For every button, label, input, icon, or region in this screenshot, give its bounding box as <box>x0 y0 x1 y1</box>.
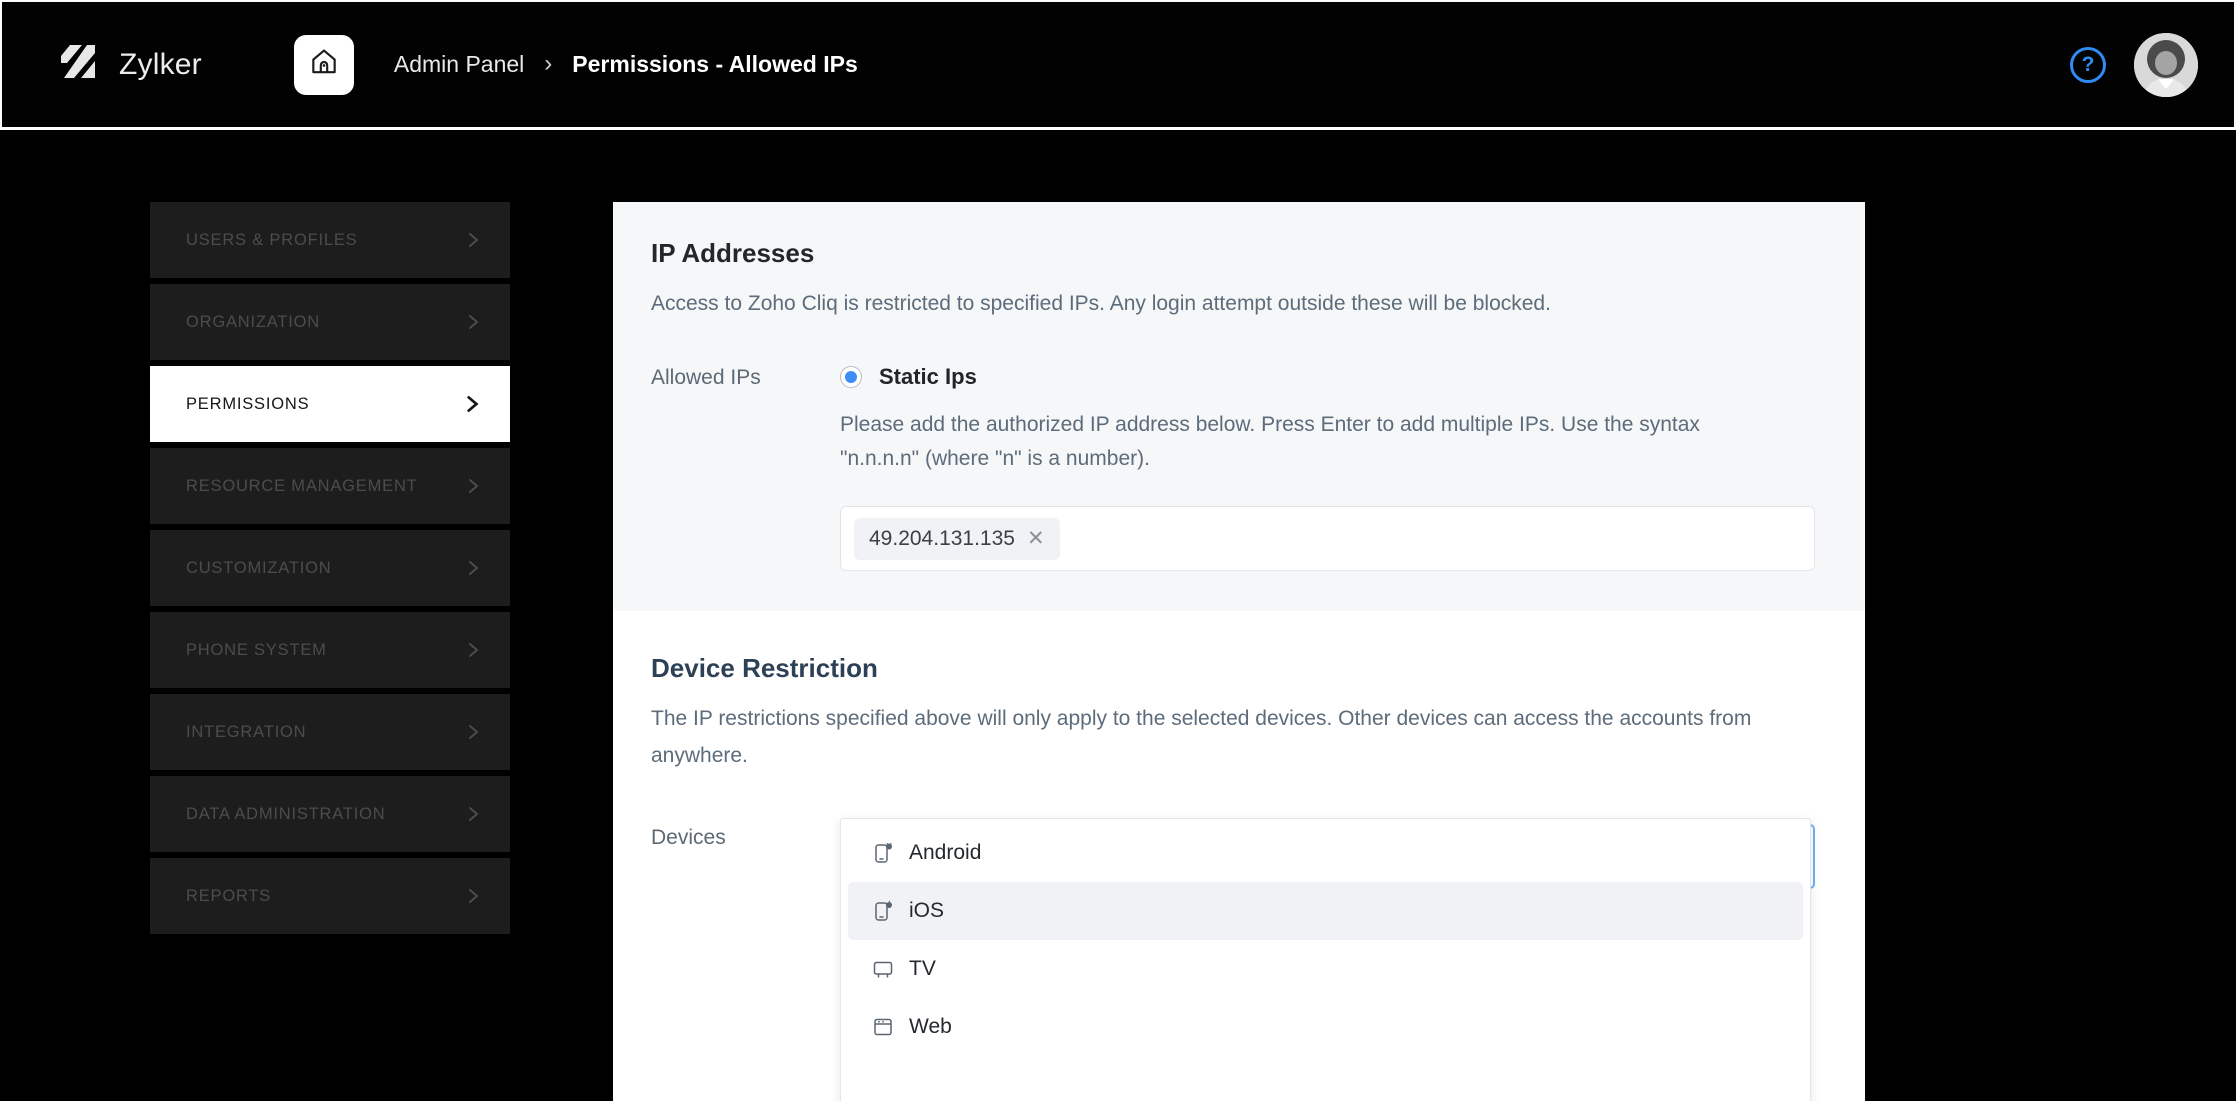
radio-selected-dot <box>845 371 857 383</box>
sidebar-item-data-administration[interactable]: DATA ADMINISTRATION <box>150 776 510 852</box>
home-icon <box>308 46 340 83</box>
ip-addresses-description: Access to Zoho Cliq is restricted to specified IPs. Any login attempt outside these will be blocked. <box>651 292 1551 315</box>
chevron-right-icon <box>464 805 482 823</box>
breadcrumb-separator-icon: › <box>544 49 553 77</box>
breadcrumb <box>394 51 858 79</box>
chevron-right-icon <box>464 641 482 659</box>
ip-tag-value: 49.204.131.135 <box>869 526 1015 550</box>
android-phone-icon <box>872 842 894 864</box>
brand-logo[interactable] <box>57 39 202 90</box>
ip-addresses-section <box>613 202 1865 611</box>
sidebar-item-phone-system[interactable]: PHONE SYSTEM <box>150 612 510 688</box>
header-actions <box>2070 33 2198 97</box>
home-button[interactable] <box>294 35 354 95</box>
settings-panel <box>613 202 1865 1101</box>
option-web[interactable]: Web <box>848 998 1803 1056</box>
device-restriction-section <box>613 611 1865 1038</box>
help-button[interactable] <box>2070 47 2106 83</box>
chevron-right-icon <box>464 723 482 741</box>
brand-name: Zylker <box>119 47 202 81</box>
chevron-right-icon <box>464 313 482 331</box>
device-restriction-description: The IP restrictions specified above will only apply to the selected devices. Other devices can access the accounts from anywhere. <box>651 707 1752 767</box>
ip-tag-chip <box>854 518 1060 560</box>
chevron-right-icon <box>464 231 482 249</box>
option-tv[interactable]: TV <box>848 940 1803 998</box>
remove-ip-icon[interactable]: ✕ <box>1026 527 1045 550</box>
sidebar-item-resource-management[interactable]: RESOURCE MANAGEMENT <box>150 448 510 524</box>
admin-sidebar <box>150 202 510 940</box>
top-header-bar <box>0 0 2236 130</box>
web-browser-icon <box>872 1016 894 1038</box>
devices-label: Devices <box>651 826 726 849</box>
ios-phone-icon <box>872 900 894 922</box>
breadcrumb-admin-panel[interactable]: Admin Panel <box>393 51 525 77</box>
user-avatar[interactable] <box>2134 33 2198 97</box>
sidebar-item-reports[interactable]: REPORTS <box>150 858 510 934</box>
sidebar-item-customization[interactable]: CUSTOMIZATION <box>150 530 510 606</box>
chevron-right-icon <box>464 477 482 495</box>
sidebar-item-organization[interactable]: ORGANIZATION <box>150 284 510 360</box>
static-ips-radio-label: Static Ips <box>879 364 977 389</box>
static-ips-radio[interactable] <box>840 366 862 388</box>
zylker-logo-icon <box>57 39 103 90</box>
allowed-ips-input[interactable] <box>840 506 1815 571</box>
sidebar-item-permissions[interactable]: PERMISSIONS <box>150 366 510 442</box>
sidebar-item-integration[interactable]: INTEGRATION <box>150 694 510 770</box>
device-restriction-title: Device Restriction <box>651 653 878 683</box>
chevron-right-icon <box>464 559 482 577</box>
chevron-right-icon <box>462 394 482 414</box>
tv-icon <box>872 958 894 980</box>
allowed-ips-label: Allowed IPs <box>651 366 761 389</box>
breadcrumb-current-page: Permissions - Allowed IPs <box>572 51 858 77</box>
devices-dropdown-menu <box>840 818 1811 1101</box>
ip-helper-text: Please add the authorized IP address below. Press Enter to add multiple IPs. Use the syntax "n.n.n.n" (where "n" is a number). <box>840 413 1700 470</box>
question-mark-icon: ? <box>2081 52 2095 76</box>
option-android[interactable]: Android <box>848 824 1803 882</box>
option-ios[interactable]: iOS <box>848 882 1803 940</box>
chevron-right-icon <box>464 887 482 905</box>
ip-addresses-title: IP Addresses <box>651 238 815 268</box>
sidebar-item-users-profiles[interactable]: USERS & PROFILES <box>150 202 510 278</box>
